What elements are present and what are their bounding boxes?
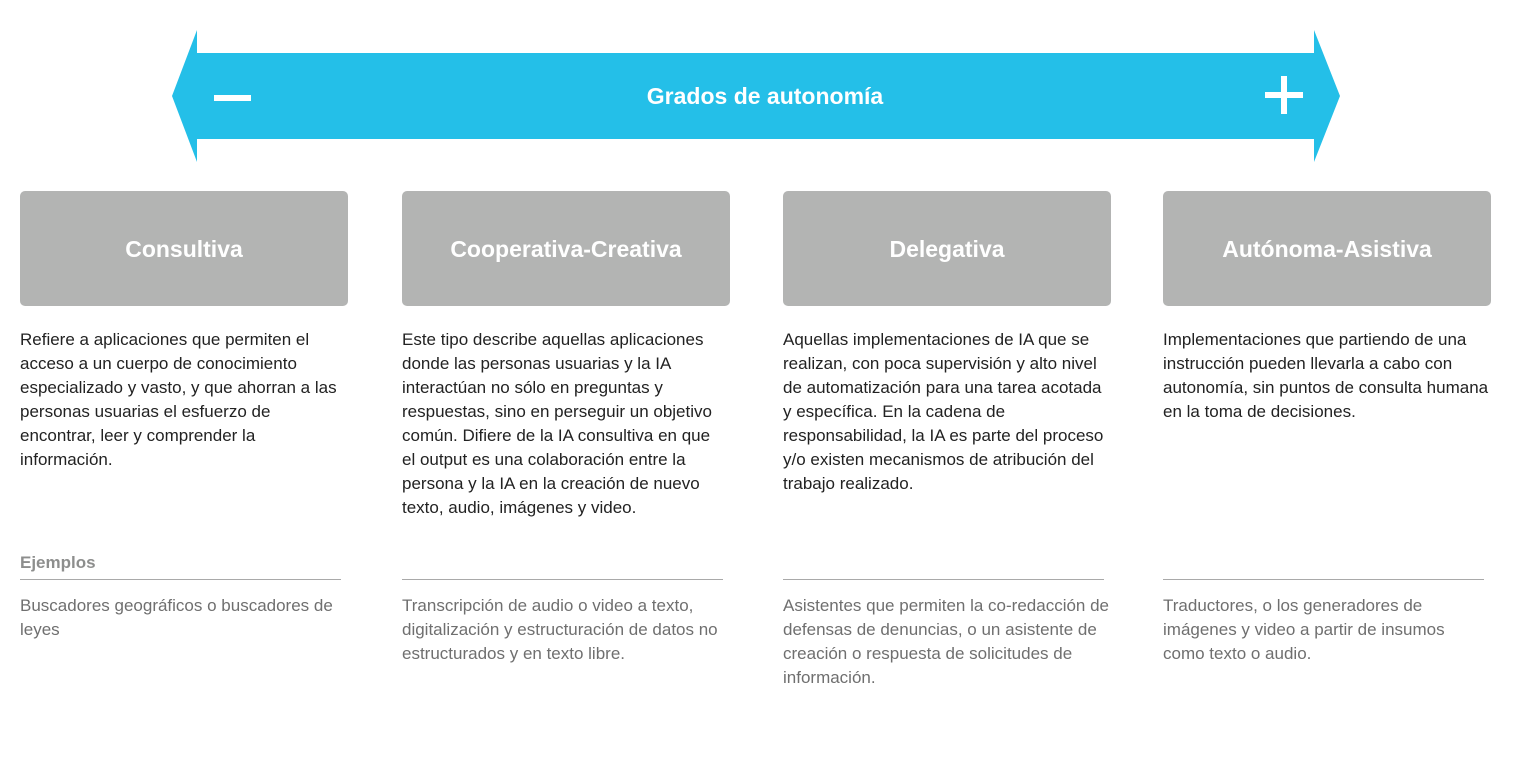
examples-label: Ejemplos [20,553,96,572]
category-title: Consultiva [125,235,243,262]
divider [783,579,1104,580]
category-example: Traductores, o los generadores de imágenes y video a partir de insumos como texto o audio. [1163,596,1445,663]
column-cooperativa-creativa [402,191,730,663]
minus-icon [214,95,251,101]
category-card [1163,191,1491,306]
category-card [20,191,348,306]
column-autonoma-asistiva [1163,191,1491,663]
divider [20,579,341,580]
scale-title: Grados de autonomía [646,83,884,109]
category-card [783,191,1111,306]
category-example: Buscadores geográficos o buscadores de leyes [20,596,333,639]
category-title: Cooperativa-Creativa [450,235,682,262]
column-delegativa [783,191,1111,687]
category-title: Delegativa [889,235,1005,262]
plus-icon [1265,76,1303,114]
category-card [402,191,730,306]
category-example: Transcripción de audio o video a texto, digitalización y estructuración de datos no estructurados y en texto libre. [402,596,718,663]
divider [402,579,723,580]
category-description: Este tipo describe aquellas aplicaciones donde las personas usuarias y la IA interactúan no sólo en preguntas y respuestas, sino en perseguir un objetivo común. Difiere de la IA consultiva en que el output es una colaboración entre la persona y la IA en la creación de nuevo texto, audio, imágenes y video. [402,330,712,517]
category-description: Refiere a aplicaciones que permiten el acceso a un cuerpo de conocimiento especializado y vasto, y que ahorran a las personas usuarias el esfuerzo de encontrar, leer y comprender la información. [20,330,337,469]
category-example: Asistentes que permiten la co-redacción de defensas de denuncias, o un asistente de creación o respuesta de solicitudes de información. [783,596,1110,687]
column-consultiva [20,191,348,639]
category-title: Autónoma-Asistiva [1222,235,1432,262]
category-description: Aquellas implementaciones de IA que se realizan, con poca supervisión y alto nivel de automatización para una tarea acotada y específica. En la cadena de responsabilidad, la IA es parte del proceso y/o existen mecanismos de atribución del trabajo realizado. [783,330,1104,493]
category-description: Implementaciones que partiendo de una instrucción pueden llevarla a cabo con autonomía, sin puntos de consulta humana en la toma de decisiones. [1163,330,1489,421]
divider [1163,579,1484,580]
autonomy-scale-arrow [0,0,1520,170]
